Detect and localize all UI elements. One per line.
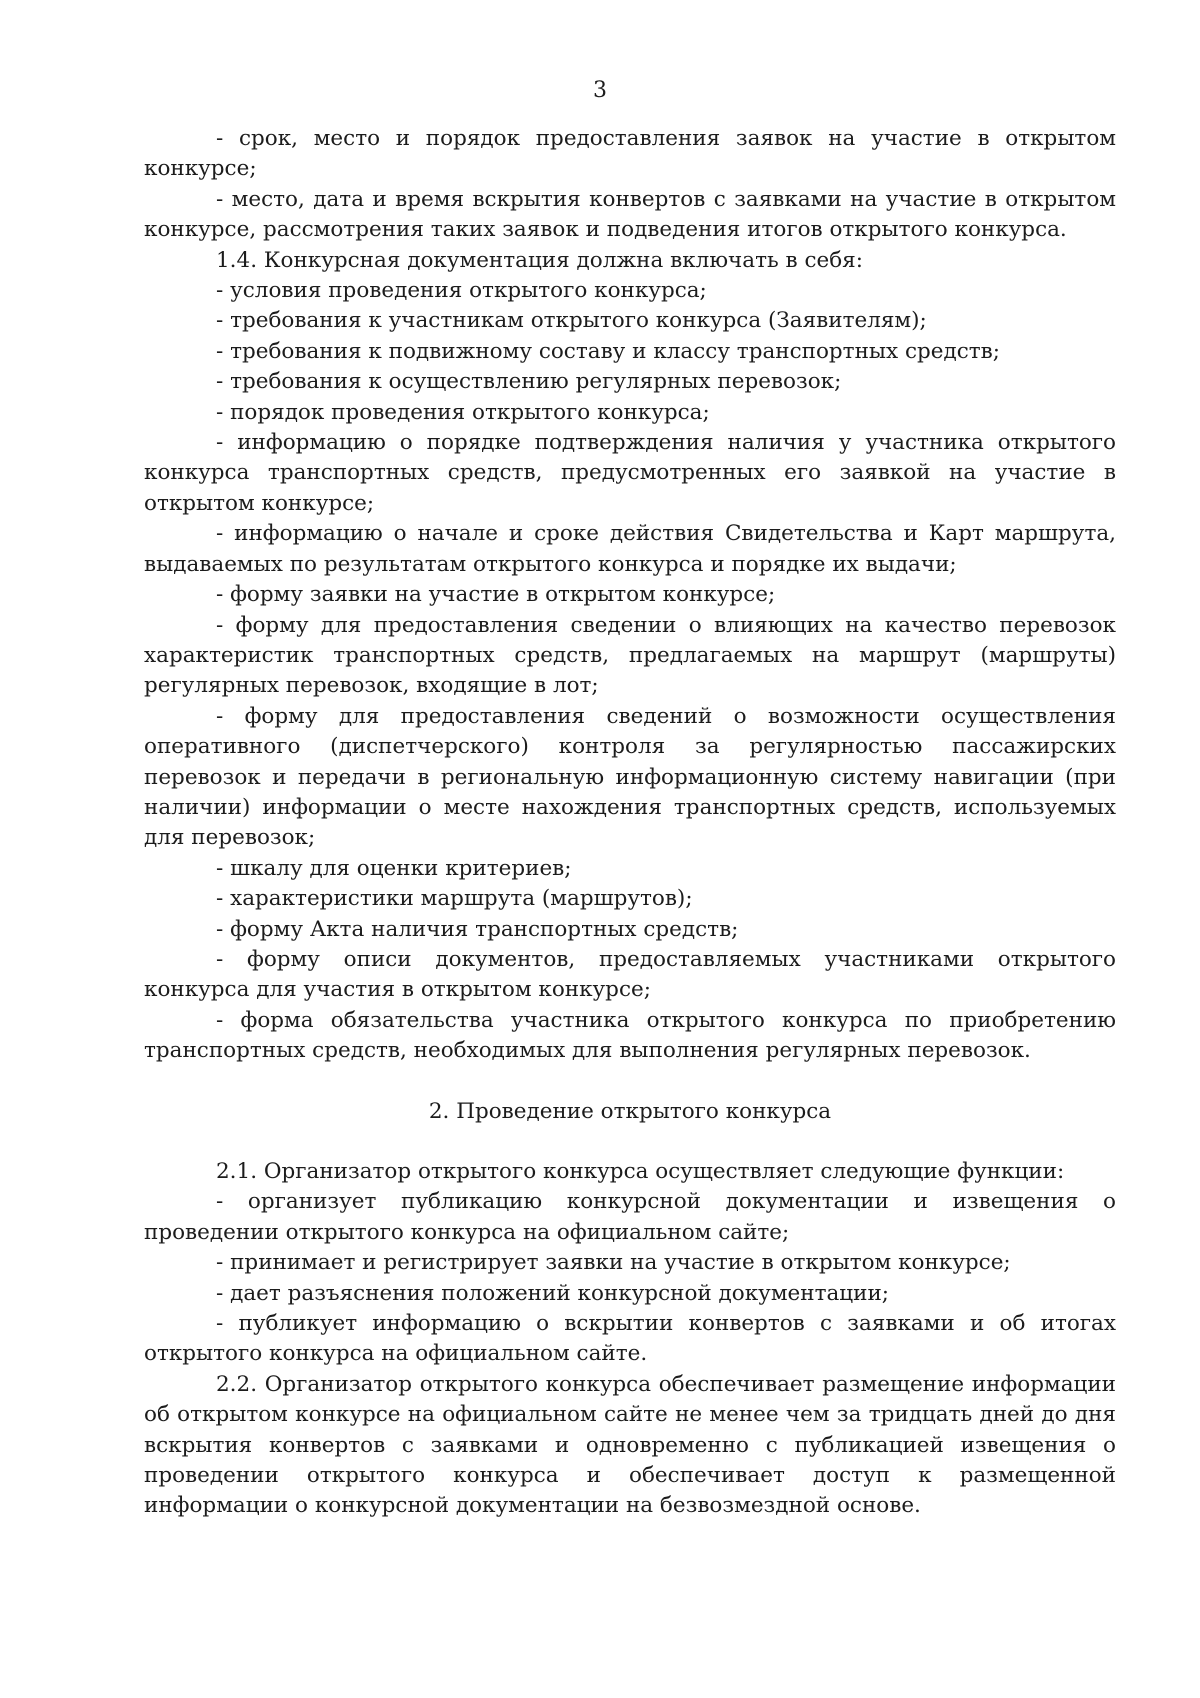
paragraph: 2.2. Организатор открытого конкурса обеспечивает размещение информации об открытом конкурсе на официальном сайте не менее чем за тридцать дней до дня вскрытия конвертов с заявками и одновременно с публикацией извещения о проведении открытого конкурса и обеспечивает доступ к размещенной информации о конкурсной документации на безвозмездной основе. [144,1371,1116,1519]
paragraph: - организует публикацию конкурсной документации и извещения о проведении открытого конкурса на официальном сайте; [144,1189,1116,1245]
section-heading: 2. Проведение открытого конкурса [428,1098,832,1124]
paragraph: - форму Акта наличия транспортных средств; [216,916,739,942]
paragraph: - принимает и регистрирует заявки на участие в открытом конкурсе; [216,1250,1011,1276]
paragraph: - срок, место и порядок предоставления заявок на участие в открытом конкурсе; [144,126,1116,182]
paragraph: - требования к участникам открытого конкурса (Заявителям); [216,308,927,334]
paragraph: - форму для предоставления сведении о влияющих на качество перевозок характеристик транспортных средств, предлагаемых на маршрут (маршруты) регулярных перевозок, входящие в лот; [144,612,1116,699]
paragraph: 2.1. Организатор открытого конкурса осуществляет следующие функции: [216,1159,1065,1184]
paragraph: 1.4. Конкурсная документация должна включать в себя: [216,247,863,273]
paragraph: - условия проведения открытого конкурса; [216,278,707,304]
paragraph: - форму описи документов, предоставляемых участниками открытого конкурса для участия в открытом конкурсе; [144,946,1116,1003]
paragraph: - форму для предоставления сведений о возможности осуществления оперативного (диспетчерского) контроля за регулярностью пассажирских перевозок и передачи в региональную информационную систему навигации (при наличии) информации о месте нахождения транспортных средств, используемых для перевозок; [144,703,1116,851]
paragraph: - место, дата и время вскрытия конвертов с заявками на участие в открытом конкурсе, рассмотрения таких заявок и подведения итогов открытого конкурса. [144,186,1116,243]
paragraph: - характеристики маршрута (маршрутов); [216,886,693,912]
paragraph: - требования к осуществлению регулярных перевозок; [216,369,842,395]
paragraph: - шкалу для оценки критериев; [216,855,572,881]
document-body [144,124,1116,1522]
paragraph: - форму заявки на участие в открытом конкурсе; [216,582,776,608]
paragraph: - дает разъяснения положений конкурсной документации; [216,1280,890,1306]
paragraph: - требования к подвижному составу и классу транспортных средств; [216,338,1001,364]
paragraph: - информацию о порядке подтверждения наличия у участника открытого конкурса транспортных средств, предусмотренных его заявкой на участие в открытом конкурсе; [144,430,1116,516]
paragraph: - порядок проведения открытого конкурса; [216,399,710,425]
paragraph: - информацию о начале и сроке действия Свидетельства и Карт маршрута, выдаваемых по результатам открытого конкурса и порядке их выдачи; [144,521,1116,577]
page-number: 3 [593,78,607,103]
paragraph: - публикует информацию о вскрытии конвертов с заявками и об итогах открытого конкурса на официальном сайте. [144,1311,1116,1367]
paragraph: - форма обязательства участника открытого конкурса по приобретению транспортных средств, необходимых для выполнения регулярных перевозок. [144,1007,1116,1064]
